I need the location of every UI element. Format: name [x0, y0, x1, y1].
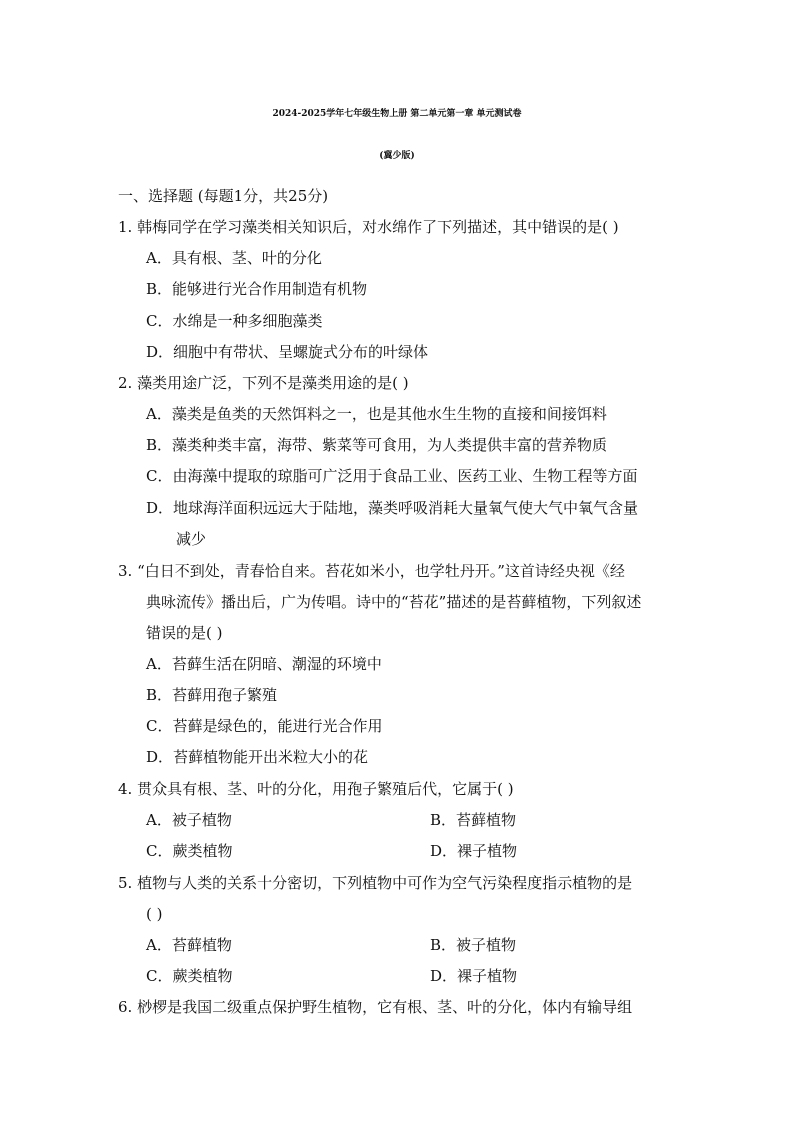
- question-5-stem-line-1: 5. 植物与人类的关系十分密切，下列植物中可作为空气污染程度指示植物的是: [118, 874, 633, 892]
- question-2-option-d: D．地球海洋面积远远大于陆地，藻类呼吸消耗大量氧气使大气中氧气含量: [146, 499, 639, 517]
- question-1-option-d: D．细胞中有带状、呈螺旋式分布的叶绿体: [146, 343, 429, 361]
- question-2-option-c: C．由海藻中提取的琼脂可广泛用于食品工业、医药工业、生物工程等方面: [146, 467, 638, 485]
- question-1-stem: 1. 韩梅同学在学习藻类相关知识后，对水绵作了下列描述，其中错误的是( ): [118, 218, 619, 236]
- question-3-option-a: A．苔藓生活在阴暗、潮湿的环境中: [146, 655, 382, 673]
- document-title: 2024-2025学年七年级生物上册 第二单元第一章 单元测试卷: [272, 109, 522, 119]
- question-3-stem-line-3: 错误的是( ): [146, 624, 223, 642]
- question-4-stem: 4. 贯众具有根、茎、叶的分化，用孢子繁殖后代，它属于( ): [118, 780, 514, 798]
- question-4-option-b: B．苔藓植物: [430, 811, 517, 829]
- question-2-option-a: A．藻类是鱼类的天然饵料之一，也是其他水生生物的直接和间接饵料: [146, 405, 607, 423]
- section-heading: 一、选择题 (每题1分，共25分): [118, 187, 329, 205]
- question-1-option-a: A．具有根、茎、叶的分化: [146, 249, 322, 267]
- question-1-option-c: C．水绵是一种多细胞藻类: [146, 312, 323, 330]
- question-3-option-b: B．苔藓用孢子繁殖: [146, 686, 278, 704]
- question-2-option-d-continued: 减少: [176, 530, 207, 548]
- question-3-option-d: D．苔藓植物能开出米粒大小的花: [146, 748, 369, 766]
- question-3-option-c: C．苔藓是绿色的，能进行光合作用: [146, 717, 383, 735]
- question-2-stem: 2. 藻类用途广泛，下列不是藻类用途的是( ): [118, 374, 409, 392]
- question-5-option-d: D．裸子植物: [430, 967, 518, 985]
- question-5-stem-line-2: ( ): [146, 905, 163, 923]
- question-5-option-a: A．苔藓植物: [146, 936, 232, 954]
- question-4-option-a: A．被子植物: [146, 811, 232, 829]
- question-3-stem-line-1: 3. “白日不到处，青春恰自来。苔花如米小，也学牡丹开。”这首诗经央视《经: [118, 562, 625, 580]
- document-subtitle: (冀少版): [379, 151, 415, 161]
- question-4-option-c: C．蕨类植物: [146, 842, 233, 860]
- question-5-option-b: B．被子植物: [430, 936, 517, 954]
- question-3-stem-line-2: 典咏流传》播出后，广为传唱。诗中的“苔花”描述的是苔藓植物，下列叙述: [146, 593, 642, 611]
- question-1-option-b: B．能够进行光合作用制造有机物: [146, 280, 368, 298]
- question-4-option-d: D．裸子植物: [430, 842, 518, 860]
- question-6-stem: 6. 桫椤是我国二级重点保护野生植物，它有根、茎、叶的分化，体内有输导组: [118, 998, 633, 1016]
- question-2-option-b: B．藻类种类丰富，海带、紫菜等可食用，为人类提供丰富的营养物质: [146, 436, 608, 454]
- question-5-option-c: C．蕨类植物: [146, 967, 233, 985]
